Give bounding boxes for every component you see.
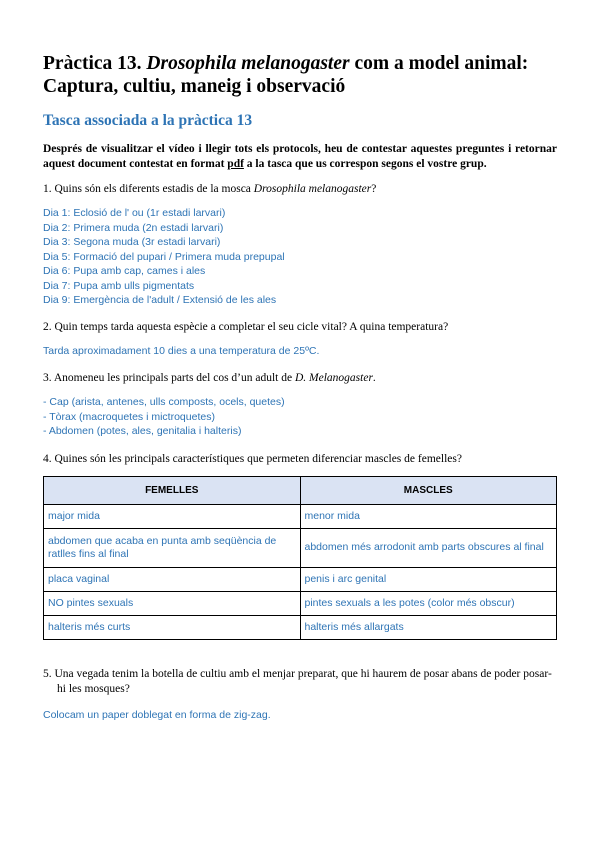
comparison-table xyxy=(43,476,557,640)
intro-text: Després de visualitzar el vídeo i llegir tots els protocols, heu de contestar aquestes preguntes i retornar aquest document contestat en format xyxy=(43,143,557,170)
table-cell: penis i arc genital xyxy=(300,567,557,591)
answer-1-line: Dia 5: Formació del pupari / Primera muda prepupal xyxy=(43,250,285,263)
title-part1: Pràctica 13. xyxy=(43,53,147,74)
table-cell: major mida xyxy=(44,504,301,528)
question-5: 5. Una vegada tenim la botella de cultiu amb el menjar preparat, que hi haurem de posar abans de poder posar-hi les mosques? xyxy=(43,667,552,695)
table-cell: placa vaginal xyxy=(44,567,301,591)
table-cell: halteris més curts xyxy=(44,615,301,639)
table-cell: abdomen que acaba en punta amb seqüència de ratlles fins al final xyxy=(44,528,301,567)
intro-pdf: pdf xyxy=(227,158,244,170)
question-1-text: 1. Quins són els diferents estadis de la mosca xyxy=(43,183,254,195)
answer-1-line: Dia 2: Primera muda (2n estadi larvari) xyxy=(43,221,224,234)
header-femelles: FEMELLES xyxy=(44,476,301,504)
table-cell: menor mida xyxy=(300,504,557,528)
table-cell: halteris més allargats xyxy=(300,615,557,639)
answer-3-line: - Tòrax (macroquetes i mictroquetes) xyxy=(43,410,215,423)
question-3-text: 3. Anomeneu les principals parts del cos d’un adult de xyxy=(43,372,295,384)
table-row xyxy=(44,504,557,528)
question-4: 4. Quines són les principals característiques que permeten diferenciar mascles de femelles? xyxy=(43,452,462,465)
answer-1-line: Dia 1: Eclosió de l' ou (1r estadi larvari) xyxy=(43,207,226,219)
table-cell: pintes sexuals a les potes (color més obscur) xyxy=(300,591,557,615)
intro-text-end: a la tasca que us correspon segons el vostre grup. xyxy=(243,158,487,170)
answer-1-line: Dia 6: Pupa amb cap, cames i ales xyxy=(43,265,206,277)
question-1-species: Drosophila melanogaster xyxy=(253,183,372,195)
answer-1-line: Dia 9: Emergència de l'adult / Extensió de les ales xyxy=(43,294,277,306)
header-mascles: MASCLES xyxy=(300,476,557,504)
question-2: 2. Quin temps tarda aquesta espècie a completar el seu cicle vital? A quina temperatura? xyxy=(43,320,449,333)
answer-3-line: - Abdomen (potes, ales, genitalia i halteris) xyxy=(43,425,242,437)
answer-1-line: Dia 7: Pupa amb ulls pigmentats xyxy=(43,279,195,292)
answer-3 xyxy=(43,395,557,439)
question-1 xyxy=(43,182,557,197)
answer-3-line: - Cap (arista, antenes, ulls composts, ocels, quetes) xyxy=(43,396,285,408)
question-3-end: . xyxy=(372,372,376,384)
table-row xyxy=(44,567,557,591)
title-part2: com a model animal: Captura, cultiu, maneig i observació xyxy=(43,53,529,97)
table-cell: NO pintes sexuals xyxy=(44,591,301,615)
answer-1-line: Dia 3: Segona muda (3r estadi larvari) xyxy=(43,236,221,248)
title-species: Drosophila melanogaster xyxy=(146,53,350,74)
table-row xyxy=(44,615,557,639)
question-1-end: ? xyxy=(371,183,377,195)
answer-2: Tarda aproximadament 10 dies a una temperatura de 25ºC. xyxy=(43,344,320,357)
answer-5: Colocam un paper doblegat en forma de zig-zag. xyxy=(43,708,271,721)
table-cell: abdomen més arrodonit amb parts obscures al final xyxy=(300,528,557,567)
page-title xyxy=(43,52,557,98)
question-3-species: D. Melanogaster xyxy=(294,372,373,384)
document-page xyxy=(43,52,557,722)
intro-paragraph xyxy=(43,142,557,172)
table-row xyxy=(44,591,557,615)
subtitle: Tasca associada a la pràctica 13 xyxy=(43,112,253,129)
table-header-row xyxy=(44,476,557,504)
answer-1 xyxy=(43,206,557,308)
question-3 xyxy=(43,371,557,386)
table-row xyxy=(44,528,557,567)
